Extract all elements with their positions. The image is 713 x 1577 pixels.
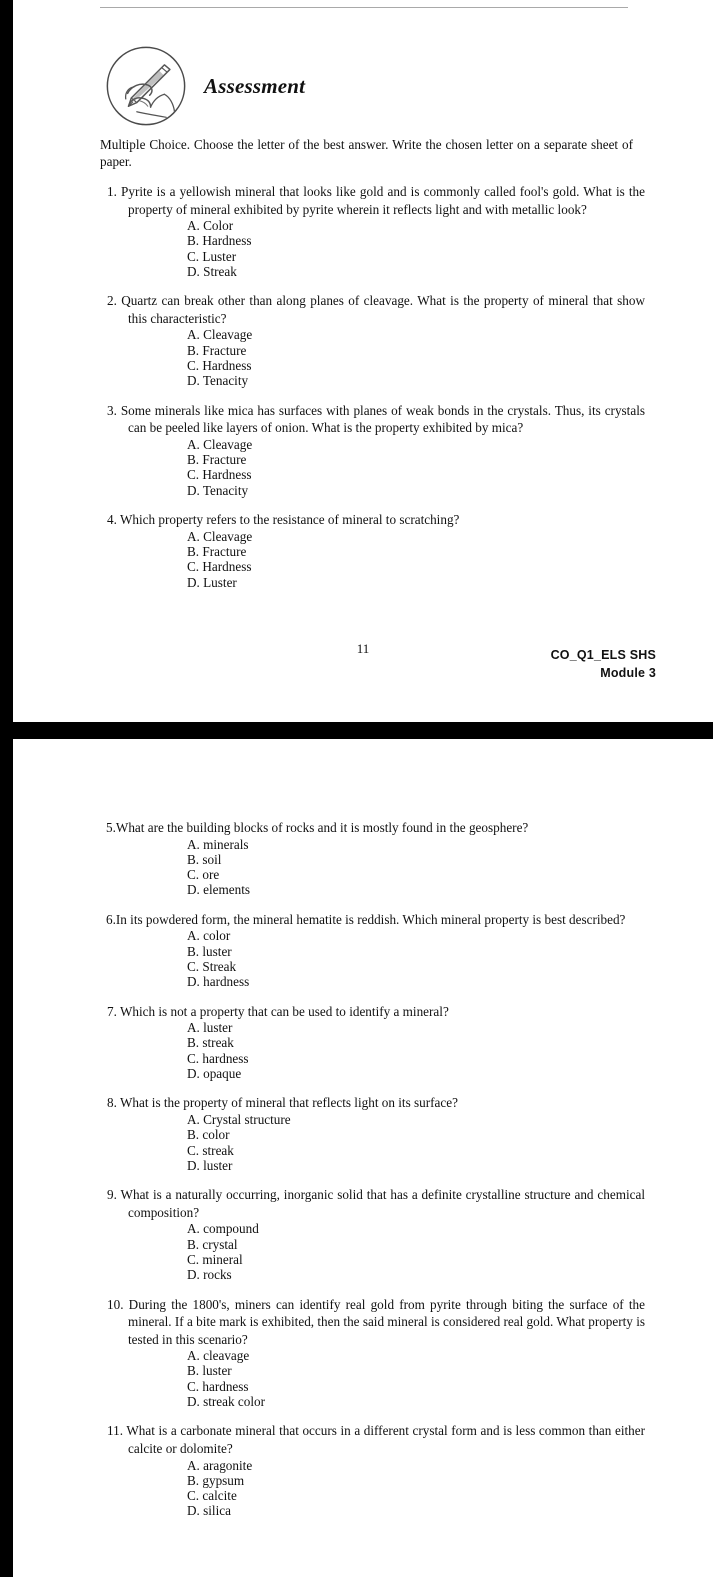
question-list-page-1 xyxy=(100,183,645,590)
option-item[interactable]: D. rocks xyxy=(187,1267,232,1283)
option-item[interactable]: D. opaque xyxy=(187,1066,242,1082)
header-divider-rule xyxy=(100,7,628,8)
option-item[interactable]: C. mineral xyxy=(187,1251,243,1267)
option-item[interactable]: A. Cleavage xyxy=(187,436,253,452)
question-block xyxy=(100,1186,645,1282)
question-text: 2. Quartz can break other than along planes of cleavage. What is the property of mineral that show this characteristic? xyxy=(107,293,645,326)
option-item[interactable]: A. compound xyxy=(187,1221,259,1237)
option-list xyxy=(100,529,645,590)
question-block xyxy=(100,292,645,388)
option-item[interactable]: A. Crystal structure xyxy=(187,1111,291,1127)
worksheet-page-2 xyxy=(13,739,713,1577)
option-item[interactable]: B. Fracture xyxy=(187,342,247,358)
question-text: 8. What is the property of mineral that reflects light on its surface? xyxy=(107,1095,458,1111)
option-list xyxy=(100,1348,645,1409)
question-text: 11. What is a carbonate mineral that occurs in a different crystal form and is less common than either calcite or dolomite? xyxy=(107,1423,645,1456)
option-list xyxy=(100,1020,645,1081)
option-item[interactable]: A. Cleavage xyxy=(187,528,253,544)
option-list xyxy=(100,837,645,898)
question-text: 1. Pyrite is a yellowish mineral that looks like gold and is commonly called fool's gold. What is the property of mineral exhibited by pyrite wherein it reflects light and with metallic look? xyxy=(107,184,645,217)
option-item[interactable]: B. Fracture xyxy=(187,543,247,559)
option-item[interactable]: B. luster xyxy=(187,943,232,959)
document-code-footer xyxy=(551,646,656,682)
question-block xyxy=(100,911,645,990)
question-block xyxy=(100,183,645,279)
option-item[interactable]: A. Color xyxy=(187,218,234,234)
option-item[interactable]: B. gypsum xyxy=(187,1472,245,1488)
question-text: 4. Which property refers to the resistance of mineral to scratching? xyxy=(107,512,460,528)
option-item[interactable]: C. Hardness xyxy=(187,559,252,575)
option-item[interactable]: A. minerals xyxy=(187,836,249,852)
question-block xyxy=(100,819,645,898)
page-number: 11 xyxy=(356,641,370,656)
option-item[interactable]: B. luster xyxy=(187,1363,232,1379)
question-block xyxy=(100,511,645,590)
option-list xyxy=(100,218,645,279)
option-item[interactable]: B. Fracture xyxy=(187,452,247,468)
option-item[interactable]: C. hardness xyxy=(187,1050,249,1066)
option-item[interactable]: D. Streak xyxy=(187,264,237,280)
option-item[interactable]: A. color xyxy=(187,928,231,944)
question-list-page-2 xyxy=(100,819,645,1519)
question-text: 5.What are the building blocks of rocks and it is mostly found in the geosphere? xyxy=(106,820,529,835)
page-separator-band xyxy=(0,722,713,739)
option-item[interactable]: D. luster xyxy=(187,1157,233,1173)
option-item[interactable]: D. Tenacity xyxy=(187,482,249,498)
option-list xyxy=(100,327,645,388)
option-list xyxy=(100,1458,645,1519)
question-text: 9. What is a naturally occurring, inorganic solid that has a definite crystalline structure and chemical composition? xyxy=(107,1187,645,1220)
assessment-header xyxy=(100,40,305,132)
option-item[interactable]: A. aragonite xyxy=(187,1457,253,1473)
question-text: 6.In its powdered form, the mineral hematite is reddish. Which mineral property is best described? xyxy=(106,911,626,927)
option-list xyxy=(100,437,645,498)
instructions-text: Multiple Choice. Choose the letter of the best answer. Write the chosen letter on a separate sheet of paper. xyxy=(100,137,633,170)
option-item[interactable]: B. color xyxy=(187,1127,230,1143)
question-block xyxy=(100,1422,645,1518)
option-item[interactable]: D. hardness xyxy=(187,974,250,990)
question-block xyxy=(100,1003,645,1082)
assessment-title: Assessment xyxy=(204,73,306,98)
option-list xyxy=(100,1221,645,1282)
option-item[interactable]: B. soil xyxy=(187,851,222,867)
worksheet-page-1 xyxy=(13,0,713,722)
option-item[interactable]: C. ore xyxy=(187,867,220,883)
option-item[interactable]: C. Luster xyxy=(187,248,237,264)
question-block xyxy=(100,1296,645,1410)
option-item[interactable]: C. Hardness xyxy=(187,467,252,483)
option-item[interactable]: D. streak color xyxy=(187,1394,265,1410)
question-text: 3. Some minerals like mica has surfaces with planes of weak bonds in the crystals. Thus, its crystals can be peeled like layers of onion. What is the property exhibited by mica? xyxy=(107,402,645,436)
option-item[interactable]: D. Tenacity xyxy=(187,373,249,389)
option-item[interactable]: A. cleavage xyxy=(187,1348,250,1364)
option-list xyxy=(100,928,645,989)
option-item[interactable]: B. Hardness xyxy=(187,233,252,249)
question-text: 10. During the 1800's, miners can identify real gold from pyrite through biting the surface of the mineral. If a bite mark is exhibited, then the said mineral is considered real gold. What property is tested in this scenario? xyxy=(107,1296,645,1347)
option-item[interactable]: D. silica xyxy=(187,1503,231,1519)
question-block xyxy=(100,1094,645,1173)
document-code-line-1: CO_Q1_ELS SHS xyxy=(550,648,656,662)
hand-writing-pencil-icon xyxy=(100,40,192,132)
document-code-line-2: Module 3 xyxy=(600,666,656,681)
question-block xyxy=(100,402,645,498)
option-item[interactable]: C. Hardness xyxy=(187,358,252,374)
option-item[interactable]: D. elements xyxy=(187,882,250,898)
option-item[interactable]: C. hardness xyxy=(187,1378,249,1394)
option-item[interactable]: C. streak xyxy=(187,1142,234,1158)
option-item[interactable]: C. Streak xyxy=(187,958,237,974)
scan-left-gutter xyxy=(0,0,13,1577)
option-item[interactable]: C. calcite xyxy=(187,1488,237,1504)
option-item[interactable]: A. luster xyxy=(187,1020,233,1036)
option-item[interactable]: A. Cleavage xyxy=(187,327,253,343)
option-item[interactable]: D. Luster xyxy=(187,574,237,590)
question-text: 7. Which is not a property that can be used to identify a mineral? xyxy=(107,1003,449,1019)
option-item[interactable]: B. streak xyxy=(187,1035,234,1051)
option-item[interactable]: B. crystal xyxy=(187,1236,238,1252)
option-list xyxy=(100,1112,645,1173)
